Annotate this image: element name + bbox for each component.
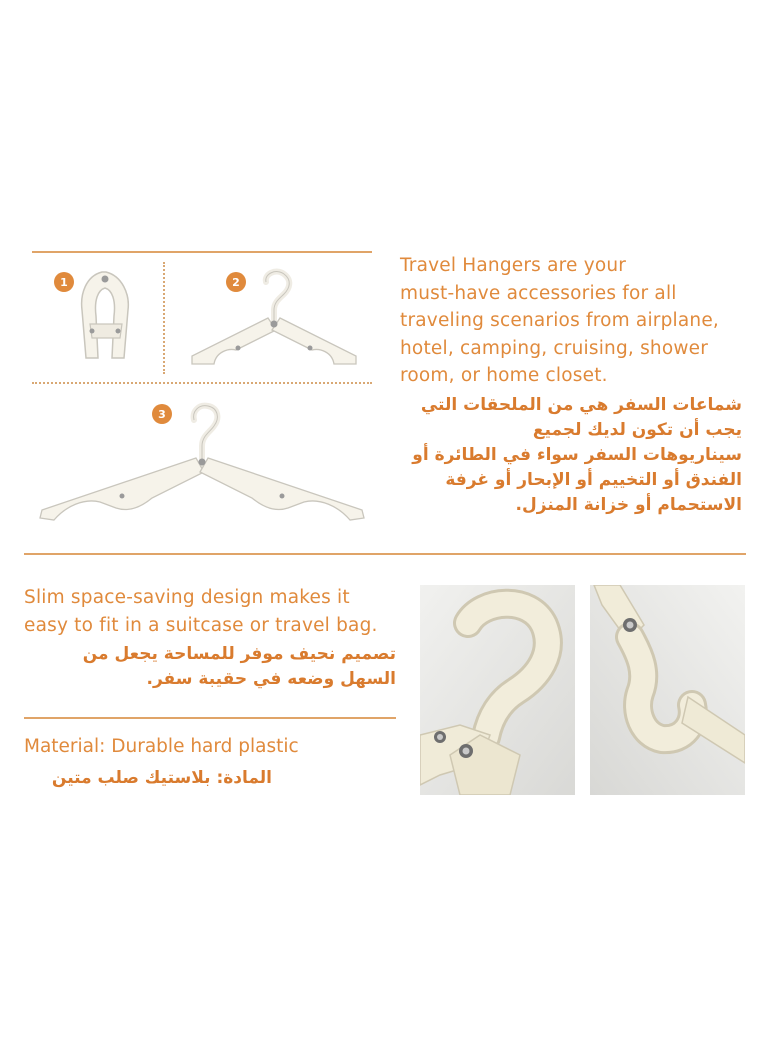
intro-arabic-line-4: الفندق أو التخييم أو الإبحار أو غرفة — [445, 470, 742, 490]
intro-arabic-line-5: الاستحمام أو خزانة المنزل. — [515, 495, 742, 515]
step-2-badge: 2 — [226, 272, 246, 292]
top-section-rule — [32, 251, 372, 253]
middle-section-rule — [24, 553, 746, 555]
intro-line-1: Travel Hangers are your — [400, 255, 627, 276]
intro-line-3: traveling scenarios from airplane, — [400, 310, 720, 331]
design-arabic-line-1: تصميم نحيف موفر للمساحة يجعل من — [82, 644, 396, 664]
folded-hanger-icon — [72, 266, 140, 366]
half-open-hanger-icon — [184, 268, 364, 368]
intro-arabic-line-3: سيناريوهات السفر سواء في الطائرة أو — [412, 445, 742, 465]
open-hanger-icon — [36, 402, 368, 526]
material-arabic: المادة: بلاستيك صلب متين — [51, 768, 272, 788]
intro-line-2: must-have accessories for all — [400, 282, 677, 304]
design-line-1: Slim space-saving design makes it — [24, 587, 350, 608]
intro-arabic-line-2: يجب أن تكون لديك لجميع — [532, 420, 742, 440]
design-english-text — [24, 584, 378, 639]
material-english: Material: Durable hard plastic — [24, 736, 299, 757]
steps-divider-vertical — [163, 262, 165, 374]
intro-english-text — [400, 252, 719, 390]
design-line-2: easy to fit in a suitcase or travel bag. — [24, 614, 378, 636]
step-1-badge: 1 — [54, 272, 74, 292]
intro-arabic-text — [390, 393, 742, 518]
joint-photo-drawing — [590, 585, 745, 795]
step-3-badge: 3 — [152, 404, 172, 424]
material-rule — [24, 717, 396, 719]
design-arabic-line-2: السهل وضعه في حقيبة سفر. — [146, 669, 396, 689]
intro-line-5: room, or home closet. — [400, 365, 608, 386]
hanger-joint-photo — [590, 585, 745, 795]
design-arabic-text — [24, 642, 396, 692]
hook-photo-drawing — [420, 585, 575, 795]
intro-line-4: hotel, camping, cruising, shower — [400, 337, 709, 359]
steps-divider-horizontal — [32, 382, 372, 384]
intro-arabic-line-1: شماعات السفر هي من الملحقات التي — [420, 395, 742, 415]
hanger-hook-photo — [420, 585, 575, 795]
